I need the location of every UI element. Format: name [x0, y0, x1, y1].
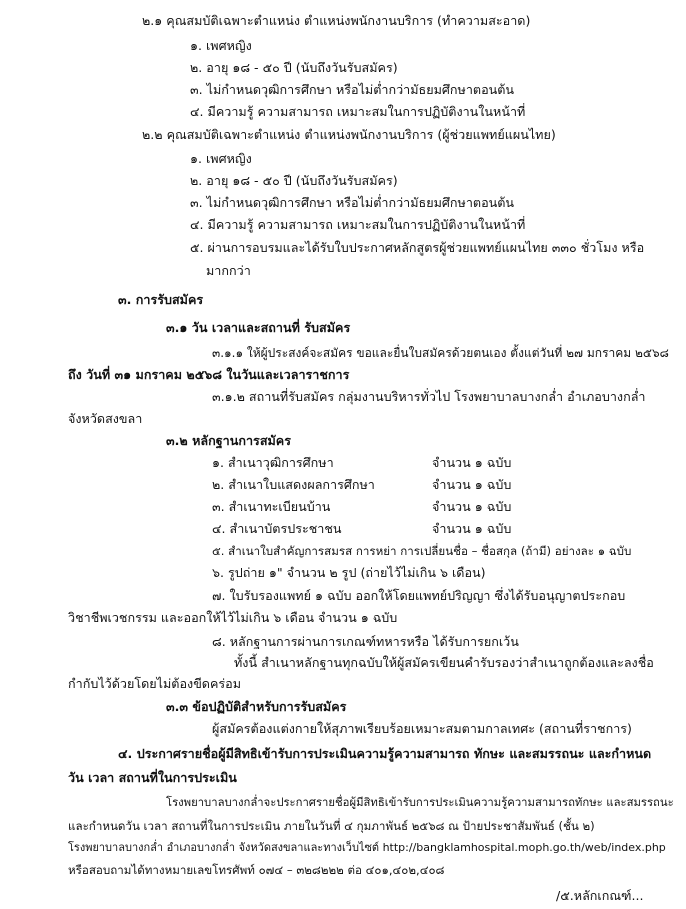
section-3-3-heading: ๓.๓ ข้อปฏิบัติสำหรับการรับสมัคร: [166, 699, 347, 714]
list-item: ๓. ไม่กำหนดวุฒิการศึกษา หรือไม่ต่ำกว่ามัธยมศึกษาตอนต้น: [190, 82, 515, 97]
page-continuation-footer: /๕.หลักเกณฑ์...: [556, 888, 644, 903]
document-item: ๘. หลักฐานการผ่านการเกณฑ์ทหารหรือ ได้รับการยกเว้น: [212, 634, 519, 649]
document-item-qty: จำนวน ๑ ฉบับ: [432, 499, 512, 514]
note-line: กำกับไว้ด้วยโดยไม่ต้องขีดคร่อม: [68, 676, 242, 691]
section-4-heading-continuation: วัน เวลา สถานที่ในการประเมิน: [68, 770, 237, 785]
list-item: ๔. มีความรู้ ความสามารถ เหมาะสมในการปฏิบัติงานในหน้าที่: [190, 217, 526, 232]
note-line: ทั้งนี้ สำเนาหลักฐานทุกฉบับให้ผู้สมัครเขียนคำรับรองว่าสำเนาถูกต้องและลงชื่อ: [234, 655, 654, 670]
section-3-1-heading: ๓.๑ วัน เวลาและสถานที่ รับสมัคร: [166, 320, 351, 335]
list-item-continuation: มากกว่า: [206, 263, 251, 278]
paragraph-line: โรงพยาบาลบางกล่ำจะประกาศรายชื่อผู้มีสิทธิเข้ารับการประเมินความรู้ความสามารถทักษะ และสมรรถนะ: [166, 796, 674, 809]
paragraph-line-with-url: โรงพยาบาลบางกล่ำ อำเภอบางกล่ำ จังหวัดสงขลาและทางเว็บไซต์ http://bangklamhospital.moph.go.th/web/index.php: [68, 841, 666, 854]
list-item: ๓. ไม่กำหนดวุฒิการศึกษา หรือไม่ต่ำกว่ามัธยมศึกษาตอนต้น: [190, 195, 515, 210]
paragraph-line: หรือสอบถามได้ทางหมายเลขโทรศัพท์ ๐๗๔ – ๓๒๘๒๒๒ ต่อ ๔๐๑,๔๐๒,๔๐๘: [68, 863, 445, 877]
document-item-name: ๔. สำเนาบัตรประชาชน: [212, 521, 342, 536]
document-item: ๖. รูปถ่าย ๑" จำนวน ๒ รูป (ถ่ายไว้ไม่เกิน ๖ เดือน): [212, 565, 486, 580]
document-item-name: ๑. สำเนาวุฒิการศึกษา: [212, 455, 334, 470]
section-3-heading: ๓. การรับสมัคร: [118, 292, 204, 307]
list-item: ๒. อายุ ๑๘ - ๕๐ ปี (นับถึงวันรับสมัคร): [190, 60, 398, 75]
document-item: ๗. ใบรับรองแพทย์ ๑ ฉบับ ออกให้โดยแพทย์ปริญญา ซึ่งได้รับอนุญาตประกอบ: [212, 588, 626, 603]
section-2-1-heading: ๒.๑ คุณสมบัติเฉพาะตำแหน่ง ตำแหน่งพนักงานบริการ (ทำความสะอาด): [142, 13, 531, 28]
section-2-2-heading: ๒.๒ คุณสมบัติเฉพาะตำแหน่ง ตำแหน่งพนักงานบริการ (ผู้ช่วยแพทย์แผนไทย): [142, 127, 556, 142]
document-item-qty: จำนวน ๑ ฉบับ: [432, 521, 512, 536]
list-item: ๑. เพศหญิง: [190, 38, 252, 53]
document-item-name: ๓. สำเนาทะเบียนบ้าน: [212, 499, 331, 514]
paragraph-line: ๓.๑.๑ ให้ผู้ประสงค์จะสมัคร ขอและยื่นใบสมัครด้วยตนเอง ตั้งแต่วันที่ ๒๗ มกราคม ๒๕๖๘: [212, 346, 669, 360]
list-item: ๑. เพศหญิง: [190, 151, 252, 166]
document-item-qty: จำนวน ๑ ฉบับ: [432, 477, 512, 492]
list-item: ๒. อายุ ๑๘ - ๕๐ ปี (นับถึงวันรับสมัคร): [190, 173, 398, 188]
list-item: ๔. มีความรู้ ความสามารถ เหมาะสมในการปฏิบัติงานในหน้าที่: [190, 104, 526, 119]
document-item-name: ๒. สำเนาใบแสดงผลการศึกษา: [212, 477, 375, 492]
paragraph-line: ถึง วันที่ ๓๑ มกราคม ๒๕๖๘ ในวันและเวลาราชการ: [68, 367, 350, 382]
paragraph-line: ผู้สมัครต้องแต่งกายให้สุภาพเรียบร้อยเหมาะสมตามกาลเทศะ (สถานที่ราชการ): [212, 721, 632, 736]
list-item: ๕. ผ่านการอบรมและได้รับใบประกาศหลักสูตรผู้ช่วยแพทย์แผนไทย ๓๓๐ ชั่วโมง หรือ: [190, 240, 645, 255]
section-4-heading: ๔. ประกาศรายชื่อผู้มีสิทธิเข้ารับการประเมินความรู้ความสามารถ ทักษะ และสมรรถนะ และกำหนด: [118, 746, 652, 761]
section-3-2-heading: ๓.๒ หลักฐานการสมัคร: [166, 433, 291, 448]
document-item: ๕. สำเนาใบสำคัญการสมรส การหย่า การเปลี่ยนชื่อ – ชื่อสกุล (ถ้ามี) อย่างละ ๑ ฉบับ: [212, 544, 632, 558]
document-item-qty: จำนวน ๑ ฉบับ: [432, 455, 512, 470]
document-item-continuation: วิชาชีพเวชกรรม และออกให้ไว้ไม่เกิน ๖ เดือน จำนวน ๑ ฉบับ: [68, 610, 398, 625]
paragraph-line: ๓.๑.๒ สถานที่รับสมัคร กลุ่มงานบริหารทั่วไป โรงพยาบาลบางกล่ำ อำเภอบางกล่ำ: [212, 389, 646, 404]
paragraph-line: และกำหนดวัน เวลา สถานที่ในการประเมิน ภายในวันที่ ๔ กุมภาพันธ์ ๒๕๖๘ ณ ป้ายประชาสัมพันธ์ (ชั้น ๒): [68, 819, 595, 833]
paragraph-line: จังหวัดสงขลา: [68, 411, 143, 426]
